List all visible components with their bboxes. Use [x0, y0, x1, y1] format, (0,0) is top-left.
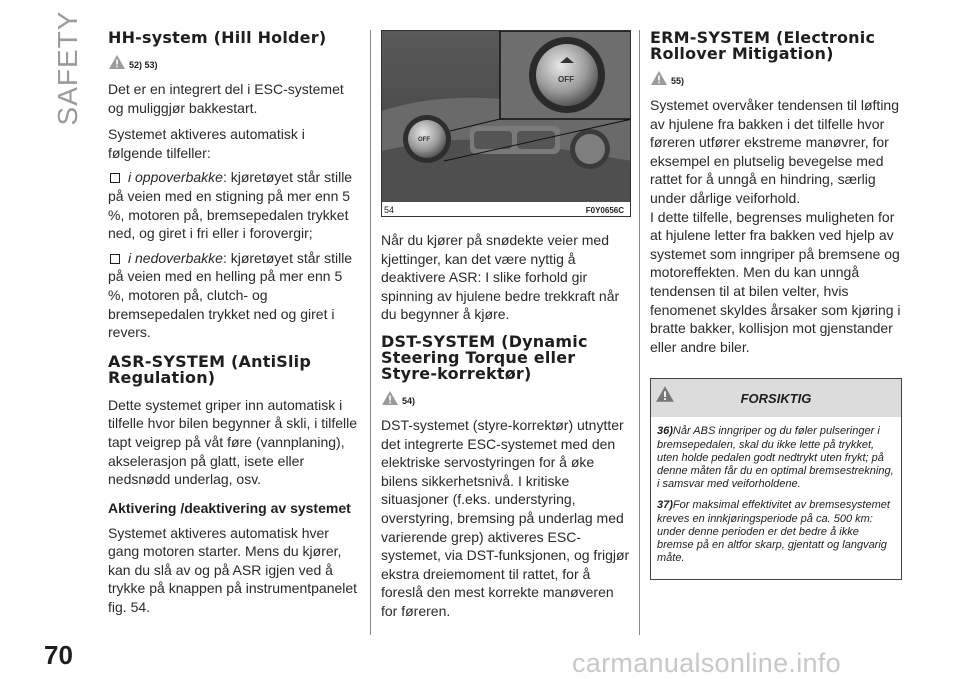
caution-body [651, 417, 901, 579]
erm-heading: ERM-SYSTEM (Electronic Rollover Mitigation) [650, 28, 876, 63]
hh-heading: HH-system (Hill Holder) [108, 28, 327, 47]
warning-reference: 54) [381, 388, 631, 406]
paragraph: Systemet overvåker tendensen til løfting av hjulene fra bakken i det tilfelle hvor føreren utfører ekstreme manøvrer, for eksempel en plutselig bevegelse med rattet for å unngå en hindring, særlig under dårlige veiforhold. [650, 97, 900, 206]
paragraph: Dette systemet griper inn automatisk i tilfelle hvor bilen begynner å skli, i tilfelle tapt veigrep på våt føre (vannplaning), akselerasjon på glatt, isete eller nedsnødd underlag, osv. [108, 396, 358, 488]
page-number: 70 [44, 640, 73, 670]
paragraph: I dette tilfelle, begrenses muligheten for at hjulene letter fra bakken ved hjelp av systemet som inngriper på bremsene og motoreffekten. Men du kan unngå tendensen til at bilen velter, hvis fenomenet skyldes årsaker som kjøring i bratte bakker, kollisjon mot gjenstander eller andre biler. [650, 208, 901, 355]
section-side-label: SAFETY [52, 10, 83, 126]
paragraph: Systemet aktiveres automatisk hver gang motoren starter. Mens du kjører, kan du slå av og på ASR igjen ved å trykke på knappen på instrumentpanelet fig. 54. [108, 524, 358, 616]
column-divider [370, 30, 371, 635]
caution-item: 37)For maksimal effektivitet av bremsesystemet kreves en innkjøringsperiode på ca. 500 km: under denne perioden er det bedre å ikke bremse på en altfor skarp, gjentatt og langvarig måte. [657, 499, 890, 565]
warning-reference: 55) [650, 68, 902, 86]
paragraph: DST-systemet (styre-korrektør) utnytter det integrerte ESC-systemet med den elektriske servostyringen for å øke bilens sikkerhetsnivå. I kritiske situasjoner (f.eks. understyring, overstyring, bremsing på underlag med varierende grep) aktiveres ESC-systemet, via DST-funksjonen, og frigjør ekstra dreiemoment til rattet, for å foreslå den mest korrekte manøveren for føreren. [381, 416, 630, 619]
warning-triangle-icon [650, 70, 668, 86]
column-divider [639, 30, 640, 635]
column-2 [381, 30, 631, 629]
checkbox-bullet-icon [110, 173, 120, 183]
column-1 [108, 30, 358, 625]
paragraph: Når du kjører på snødekte veier med kjettinger, kan det være nyttig å deaktivere ASR: I slike forhold gir spinning av hjulene bedre trekkraft når du begynner å kjøre. [381, 232, 620, 323]
warning-triangle-icon [655, 385, 675, 403]
asr-heading: ASR-SYSTEM (AntiSlip Regulation) [108, 351, 311, 387]
list-item: i nedoverbakke: kjøretøyet står stille på veien med en helling på mer enn 5 %, motoren på, clutch- og bremsepedalen trykket ned og giret i revers. [108, 249, 353, 341]
caution-header: FORSIKTIG [651, 379, 901, 417]
dashboard-illustration [382, 31, 631, 217]
checkbox-bullet-icon [110, 254, 120, 264]
warning-reference: 52) 53) [108, 52, 358, 70]
warning-triangle-icon [381, 390, 399, 406]
activation-heading: Aktivering /deaktivering av systemet [108, 499, 351, 516]
figure-caption: 54 F0Y0656C [382, 202, 630, 216]
warning-triangle-icon [108, 54, 126, 70]
paragraph: Det er en integrert del i ESC-systemet og muliggjør bakkestart. [108, 81, 344, 116]
paragraph: Systemet aktiveres automatisk i følgende tilfeller: [108, 126, 305, 161]
dst-heading: DST-SYSTEM (Dynamic Steering Torque eller Styre-korrektør) [381, 331, 588, 383]
figure-asr-button: OFF OFF 54 F0Y0656C [381, 30, 631, 217]
watermark: carmanualsonline.info [572, 648, 841, 678]
list-item: i oppoverbakke: kjøretøyet står stille på veien med en stigning på mer enn 5 %, motoren på, bremsepedalen trykket ned, og giret i fri eller i forovergir; [108, 169, 353, 242]
column-3 [650, 30, 902, 580]
caution-item: 36)Når ABS inngriper og du føler pulseringer i bremsepedalen, skal du ikke lette på trykket, uten holde pedalen godt nedtrykt uten frykt; på denne måten får du en optimal bremsestrekning, i samsvar med veiforholdene. [657, 425, 894, 491]
caution-box [650, 378, 902, 580]
